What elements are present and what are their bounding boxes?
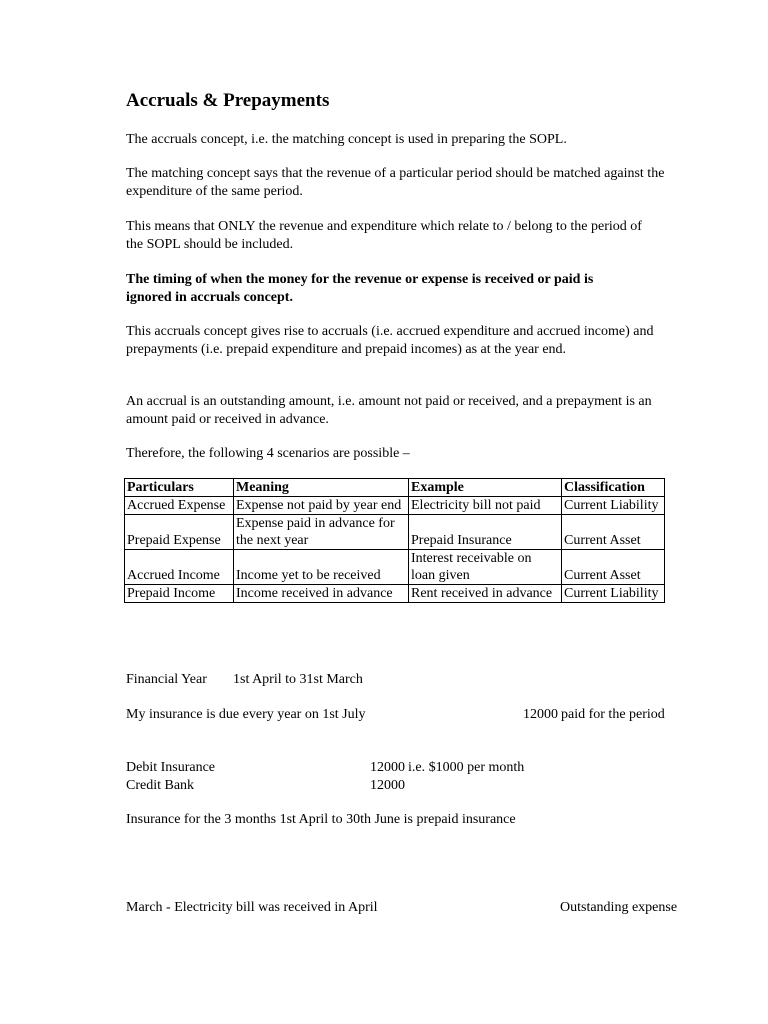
- table-cell: Expense paid in advance for the next year: [234, 515, 409, 550]
- table-cell: Expense not paid by year end: [234, 497, 409, 515]
- table-cell: Current Liability: [562, 585, 665, 603]
- outstanding-expense-note: Outstanding expense: [560, 900, 678, 915]
- table-cell: Prepaid Insurance: [409, 515, 562, 550]
- paragraph-accrual-definition: An accrual is an outstanding amount, i.e. amount not paid or received, and a prepayment is an amount paid or received in advance.: [126, 394, 652, 427]
- header-particulars: Particulars: [125, 479, 234, 497]
- table-cell: Accrued Income: [125, 550, 234, 585]
- financial-year-label: Financial Year: [126, 672, 207, 687]
- table-cell: Prepaid Income: [125, 585, 234, 603]
- table-cell: Rent received in advance: [409, 585, 562, 603]
- insurance-prepaid-note: Insurance for the 3 months 1st April to 30th June is prepaid insurance: [126, 812, 516, 827]
- header-meaning: Meaning: [234, 479, 409, 497]
- march-electricity-text: March - Electricity bill was received in April: [126, 900, 378, 915]
- table-cell: Accrued Expense: [125, 497, 234, 515]
- credit-amount: 12000: [370, 778, 405, 793]
- table-row: [125, 585, 665, 603]
- insurance-amount: 12000: [523, 707, 558, 722]
- insurance-period-note: paid for the period: [561, 707, 665, 722]
- debit-label: Debit Insurance: [126, 760, 216, 775]
- table-cell: Current Asset: [562, 515, 665, 550]
- financial-year-value: 1st April to 31st March: [233, 672, 363, 687]
- table-cell: Income yet to be received: [234, 550, 409, 585]
- table-cell: Current Liability: [562, 497, 665, 515]
- insurance-due-text: My insurance is due every year on 1st July: [126, 707, 366, 722]
- table-cell: Interest receivable on loan given: [409, 550, 562, 585]
- header-example: Example: [409, 479, 562, 497]
- table-header-row: [125, 479, 665, 497]
- table-cell: Prepaid Expense: [125, 515, 234, 550]
- scenarios-table: [124, 478, 665, 603]
- paragraph-accruals-concept: The accruals concept, i.e. the matching concept is used in preparing the SOPL.: [126, 132, 567, 147]
- header-classification: Classification: [562, 479, 665, 497]
- paragraph-accruals-prepayments: This accruals concept gives rise to accruals (i.e. accrued expenditure and accrued income) and prepayments (i.e. prepaid expenditure and prepaid incomes) as at the year end.: [126, 324, 654, 357]
- table-row: [125, 515, 665, 550]
- table-cell: Current Asset: [562, 550, 665, 585]
- debit-note: i.e. $1000 per month: [408, 760, 525, 775]
- paragraph-scenarios-intro: Therefore, the following 4 scenarios are possible –: [126, 446, 410, 461]
- paragraph-matching-concept: The matching concept says that the revenue of a particular period should be matched against the expenditure of the same period.: [126, 166, 665, 199]
- paragraph-timing-bold: The timing of when the money for the revenue or expense is received or paid is ignored in accruals concept.: [126, 272, 594, 305]
- credit-label: Credit Bank: [126, 778, 195, 793]
- table-cell: Electricity bill not paid: [409, 497, 562, 515]
- page-title: Accruals & Prepayments: [126, 90, 330, 111]
- table-cell: Income received in advance: [234, 585, 409, 603]
- table-row: [125, 550, 665, 585]
- table-row: [125, 497, 665, 515]
- paragraph-only-revenue: This means that ONLY the revenue and expenditure which relate to / belong to the period of the SOPL should be included.: [126, 219, 642, 252]
- debit-amount: 12000: [370, 760, 405, 775]
